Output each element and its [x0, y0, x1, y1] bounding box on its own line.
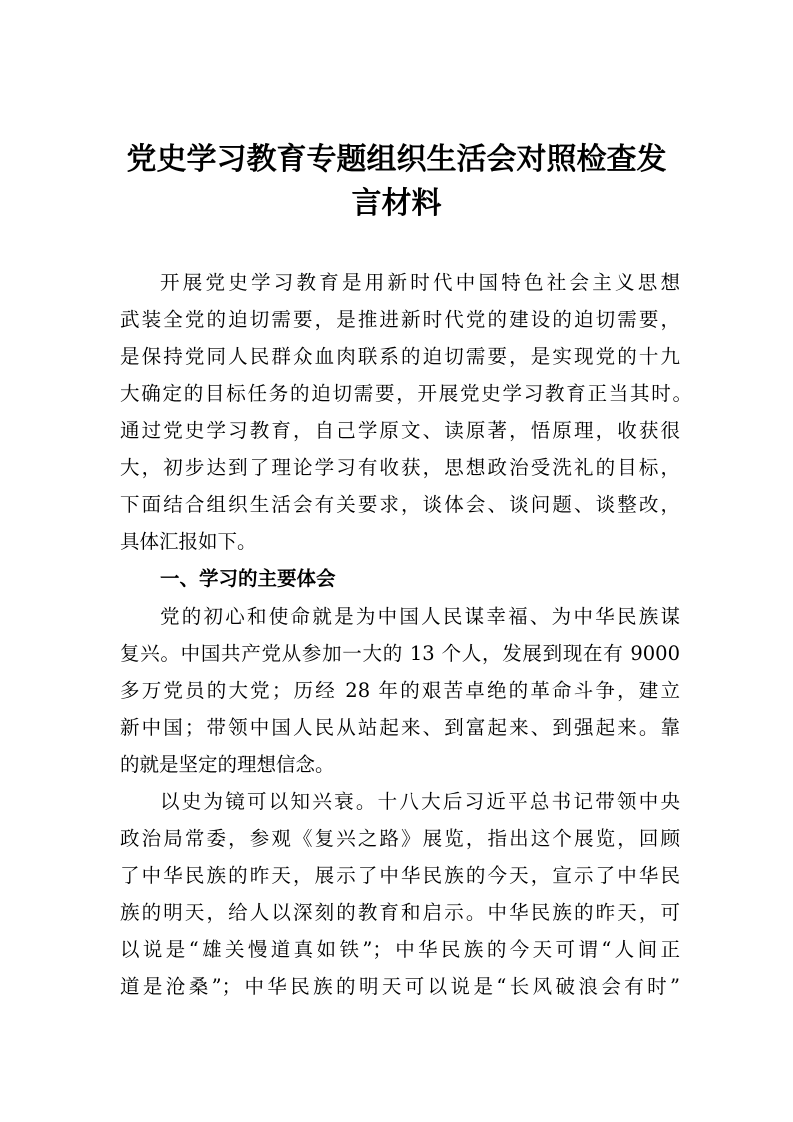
paragraph-1-line-5: 通过党史学习教育，自己学原文、读原著，悟原理，收获很 [120, 419, 680, 442]
paragraph-3-line-2: 政治局常委，参观《复兴之路》展览，指出这个展览，回顾 [120, 827, 680, 850]
paragraph-1-line-6: 大，初步达到了理论学习有收获，思想政治受洗礼的目标， [120, 456, 680, 479]
paragraph-2-line-4: 新中国；带领中国人民从站起来、到富起来、到强起来。靠 [120, 716, 680, 739]
paragraph-1-line-8: 具体汇报如下。 [120, 530, 257, 553]
paragraph-3-line-1: 以史为镜可以知兴衰。十八大后习近平总书记带领中央 [160, 790, 680, 813]
document-title-line-2: 言材料 [351, 186, 442, 221]
document-title-line-1: 党史学习教育专题组织生活会对照检查发 [126, 142, 667, 177]
paragraph-3-line-6: 道是沧桑”；中华民族的明天可以说是“长风破浪会有时” [120, 975, 680, 998]
paragraph-2-line-5: 的就是坚定的理想信念。 [120, 753, 335, 776]
paragraph-1-line-3: 是保持党同人民群众血肉联系的迫切需要，是实现党的十九 [120, 345, 680, 368]
paragraph-3-line-4: 族的明天，给人以深刻的教育和启示。中华民族的昨天，可 [120, 901, 680, 924]
section-heading: 一、学习的主要体会 [160, 567, 336, 590]
paragraph-2-line-2: 复兴。中国共产党从参加一大的 13 个人，发展到现在有 9000 [120, 642, 680, 665]
paragraph-2-line-3: 多万党员的大党；历经 28 年的艰苦卓绝的革命斗争，建立 [120, 679, 680, 702]
paragraph-2-line-1: 党的初心和使命就是为中国人民谋幸福、为中华民族谋 [160, 605, 680, 628]
paragraph-1-line-4: 大确定的目标任务的迫切需要，开展党史学习教育正当其时。 [120, 382, 692, 405]
paragraph-1-line-7: 下面结合组织生活会有关要求，谈体会、谈问题、谈整改， [120, 493, 680, 516]
paragraph-3-line-5: 以说是“雄关慢道真如铁”；中华民族的今天可谓“人间正 [120, 938, 680, 961]
paragraph-1-line-2: 武装全党的迫切需要，是推进新时代党的建设的迫切需要， [120, 308, 680, 331]
paragraph-3-line-3: 了中华民族的昨天，展示了中华民族的今天，宣示了中华民 [120, 864, 680, 887]
paragraph-1-line-1: 开展党史学习教育是用新时代中国特色社会主义思想 [160, 271, 680, 294]
